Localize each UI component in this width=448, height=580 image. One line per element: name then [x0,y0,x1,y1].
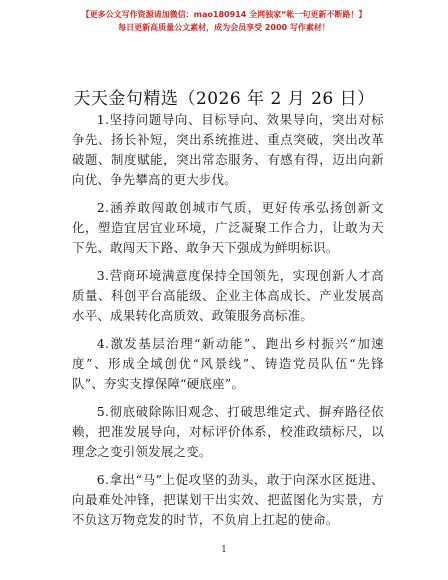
banner-line-1: 【更多公文写作资源请加微信：mao180914 全网独家“帐一句更新不断路！】 [81,10,367,19]
paragraph-6: 6.拿出“马”上促攻坚的劲头，敢于向深水区挺进、向最难处冲锋，把谋划干出实效、把蓝图化为实景，方不负这万物竞发的时节，不负肩上扛起的使命。 [72,472,384,527]
paragraph-1: 1.坚持问题导向、目标导向、效果导向，突出对标争先、扬长补短，突出系统推进、重点突破，突出改革破题、制度赋能，突出常态服务、有感有得，迈出向新向优、争先攀高的更大步伐。 [72,112,384,187]
paragraph-5: 5.彻底破除陈旧观念、打破思维定式、摒弃路径依赖，把准发展导向，对标评价体系，校准政绩标尺，以理念之变引领发展之变。 [72,404,384,459]
paragraph-4: 4.激发基层治理“新动能”、跑出乡村振兴“加速度”、形成全域创优“风景线”、铸造党员队伍“先锋队”、夯实支撑保障“硬底座”。 [72,336,384,391]
page-number: 1 [221,545,227,555]
banner-line-2: 每日更新高质量公文素材，成为会员享受 2000 写作素材！ [118,23,330,32]
document-body [72,110,384,538]
header-banner [0,8,448,34]
paragraph-2: 2.涵养敢闯敢创城市气质，更好传承弘扬创新文化，塑造宜居宜业环境，广泛凝聚工作合力，让敢为天下先、敢闯天下路、敢争天下强成为鲜明标识。 [72,200,384,255]
paragraph-3: 3.营商环境满意度保持全国领先，实现创新人才高质量、科创平台高能级、企业主体高成长、产业发展高水平、成果转化高质效、政策服务高标准。 [72,268,384,323]
document-title: 天天金句精选（2026 年 2 月 26 日） [73,89,375,109]
